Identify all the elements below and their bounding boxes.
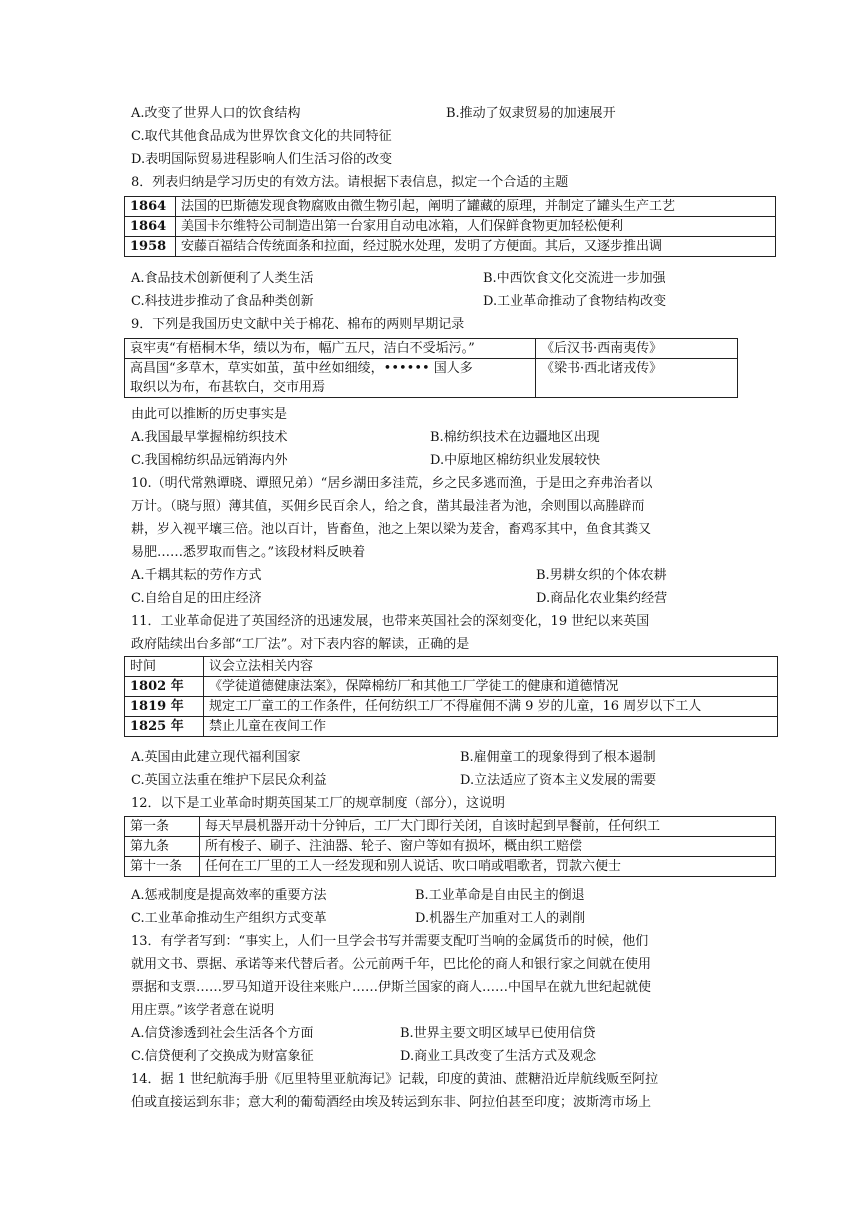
q12-stem: 12．以下是工业革命时期英国某工厂的规章制度（部分），这说明 (131, 796, 506, 811)
q12-article-cell: 第十一条 (125, 857, 200, 877)
q10-line: 10.（明代常熟谭晓、谭照兄弟）“居乡湖田多洼荒，乡之民多逃而渔，于是田之弃弗治者以 (131, 476, 653, 491)
q11-option-a: A.英国由此建立现代福利国家 (131, 750, 301, 765)
q7-option-b: B.推动了奴隶贸易的加速展开 (446, 106, 616, 121)
q12-table (124, 816, 776, 877)
q13-line: 票据和支票……罗马知道开设往来账户……伊斯兰国家的商人……中国早在就九世纪起就使 (131, 980, 652, 995)
q9-lead: 由此可以推断的历史事实是 (131, 407, 288, 422)
q13-option-b: B.世界主要文明区域早已使用信贷 (400, 1026, 596, 1041)
q8-year-cell: 1864 (125, 217, 176, 237)
q8-option-b: B.中西饮食文化交流进一步加强 (483, 271, 666, 286)
q12-article-cell: 第一条 (125, 817, 200, 837)
q13-option-a: A.信贷渗透到社会生活各个方面 (131, 1026, 314, 1041)
table-row (125, 217, 776, 237)
q12-text-cell: 每天早晨机器开动十分钟后，工厂大门即行关闭，自该时起到早餐前，任何织工 (200, 817, 776, 837)
q10-option-a: A.千耦其耘的劳作方式 (131, 568, 262, 583)
q8-stem: 8．列表归纳是学习历史的有效方法。请根据下表信息，拟定一个合适的主题 (131, 175, 569, 190)
q11-option-c: C.英国立法重在维护下层民众利益 (131, 773, 327, 788)
table-row (125, 817, 776, 837)
q11-option-b: B.雇佣童工的现象得到了根本遏制 (460, 750, 656, 765)
q12-text-cell: 任何在工厂里的工人一经发现和别人说话、吹口哨或唱歌者，罚款六便士 (200, 857, 776, 877)
q9-option-a: A.我国最早掌握棉纺织技术 (131, 430, 288, 445)
q9-record-line: 高昌国“多草木，草实如茧，茧中丝如细绫，•••••• 国人多 (130, 361, 473, 376)
q9-stem: 9．下列是我国历史文献中关于棉花、棉布的两则早期记录 (131, 317, 465, 332)
q11-header-time: 时间 (125, 657, 204, 677)
q9-record-cell: 哀牢夷“有梧桐木华，绩以为布，幅广五尺，洁白不受垢污。” (125, 339, 536, 359)
q12-option-a: A.惩戒制度是提高效率的重要方法 (131, 888, 327, 903)
q12-article-cell: 第九条 (125, 837, 200, 857)
q9-option-d: D.中原地区棉纺织业发展较快 (430, 453, 601, 468)
q11-year-cell: 1819 年 (125, 697, 204, 717)
table-row (125, 717, 778, 737)
q7-option-d: D.表明国际贸易进程影响人们生活习俗的改变 (131, 152, 393, 167)
q8-year-cell: 1864 (125, 197, 176, 217)
q13-option-c: C.信贷便利了交换成为财富象征 (131, 1049, 314, 1064)
q9-table (124, 338, 738, 398)
q8-table (124, 196, 776, 257)
q13-line: 13．有学者写到：“事实上，人们一旦学会书写并需要支配叮当响的金属货币的时候，他们 (131, 934, 649, 949)
q8-text-cell: 安藤百福结合传统面条和拉面，经过脱水处理，发明了方便面。其后，又逐步推出调 (176, 237, 776, 257)
q13-option-d: D.商业工具改变了生活方式及观念 (400, 1049, 597, 1064)
q13-line: 用庄票。”该学者意在说明 (131, 1003, 275, 1018)
q8-option-c: C.科技进步推动了食品种类创新 (131, 294, 314, 309)
q7-option-c: C.取代其他食品成为世界饮食文化的共同特征 (131, 129, 392, 144)
q8-year-cell: 1958 (125, 237, 176, 257)
q11-text-cell: 《学徒道德健康法案》，保障棉纺厂和其他工厂学徒工的健康和道德情况 (204, 677, 778, 697)
q11-text-cell: 禁止儿童在夜间工作 (204, 717, 778, 737)
q8-text-cell: 美国卡尔维特公司制造出第一台家用自动电冰箱，人们保鲜食物更加轻松便利 (176, 217, 776, 237)
q11-line: 11．工业革命促进了英国经济的迅速发展，也带来英国社会的深刻变化，19 世纪以来英国 (131, 614, 650, 629)
table-header-row (125, 657, 778, 677)
table-row (125, 197, 776, 217)
q12-option-d: D.机器生产加重对工人的剥削 (415, 911, 586, 926)
q10-line: 万计。（晓与照）薄其值，买佣乡民百余人，给之食，凿其最洼者为池，余则围以高塍辟而 (131, 499, 645, 514)
table-row (125, 677, 778, 697)
q11-table (124, 656, 778, 737)
q9-source-cell: 《后汉书·西南夷传》 (536, 339, 738, 359)
q9-record-line: 取织以为布，布甚软白，交市用焉 (130, 380, 326, 395)
q7-option-a: A.改变了世界人口的饮食结构 (131, 106, 301, 121)
q12-option-c: C.工业革命推动生产组织方式变革 (131, 911, 327, 926)
q8-option-a: A.食品技术创新便利了人类生活 (131, 271, 314, 286)
table-row (125, 359, 738, 398)
q8-text-cell: 法国的巴斯德发现食物腐败由微生物引起，阐明了罐藏的原理，并制定了罐头生产工艺 (176, 197, 776, 217)
q10-line: 易肥……悉罗取而售之。”该段材料反映着 (131, 545, 366, 560)
q10-option-b: B.男耕女织的个体农耕 (536, 568, 667, 583)
q11-line: 政府陆续出台多部“工厂法”。对下表内容的解读，正确的是 (131, 637, 470, 652)
q11-header-content: 议会立法相关内容 (204, 657, 778, 677)
q11-year-cell: 1802 年 (125, 677, 204, 697)
q9-source-cell: 《梁书·西北诸戎传》 (536, 359, 738, 398)
q11-year-cell: 1825 年 (125, 717, 204, 737)
q12-text-cell: 所有梭子、刷子、注油器、轮子、窗户等如有损坏，概由织工赔偿 (200, 837, 776, 857)
q8-option-d: D.工业革命推动了食物结构改变 (483, 294, 667, 309)
q10-option-c: C.自给自足的田庄经济 (131, 591, 262, 606)
q10-line: 耕，岁入视平壤三倍。池以百计，皆畜鱼，池之上架以梁为茇舍，畜鸡豕其中，鱼食其粪又 (131, 522, 652, 537)
q9-record-cell (125, 359, 536, 398)
table-row (125, 339, 738, 359)
table-row (125, 697, 778, 717)
q11-text-cell: 规定工厂童工的工作条件，任何纺织工厂不得雇佣不满 9 岁的儿童，16 周岁以下工人 (204, 697, 778, 717)
table-row (125, 837, 776, 857)
table-row (125, 237, 776, 257)
q12-option-b: B.工业革命是自由民主的倒退 (415, 888, 585, 903)
q11-option-d: D.立法适应了资本主义发展的需要 (460, 773, 657, 788)
q9-option-b: B.棉纺织技术在边疆地区出现 (430, 430, 600, 445)
q14-line: 伯或直接运到东非；意大利的葡萄酒经由埃及转运到东非、阿拉伯甚至印度；波斯湾市场上 (131, 1095, 652, 1110)
q13-line: 就用文书、票据、承诺等来代替后者。公元前两千年，巴比伦的商人和银行家之间就在使用 (131, 957, 652, 972)
q14-line: 14．据 1 世纪航海手册《厄里特里亚航海记》记载，印度的黄油、蔗糖沿近岸航线贩至阿拉 (131, 1072, 659, 1087)
q10-option-d: D.商品化农业集约经营 (536, 591, 668, 606)
q9-option-c: C.我国棉纺织品远销海内外 (131, 453, 288, 468)
table-row (125, 857, 776, 877)
